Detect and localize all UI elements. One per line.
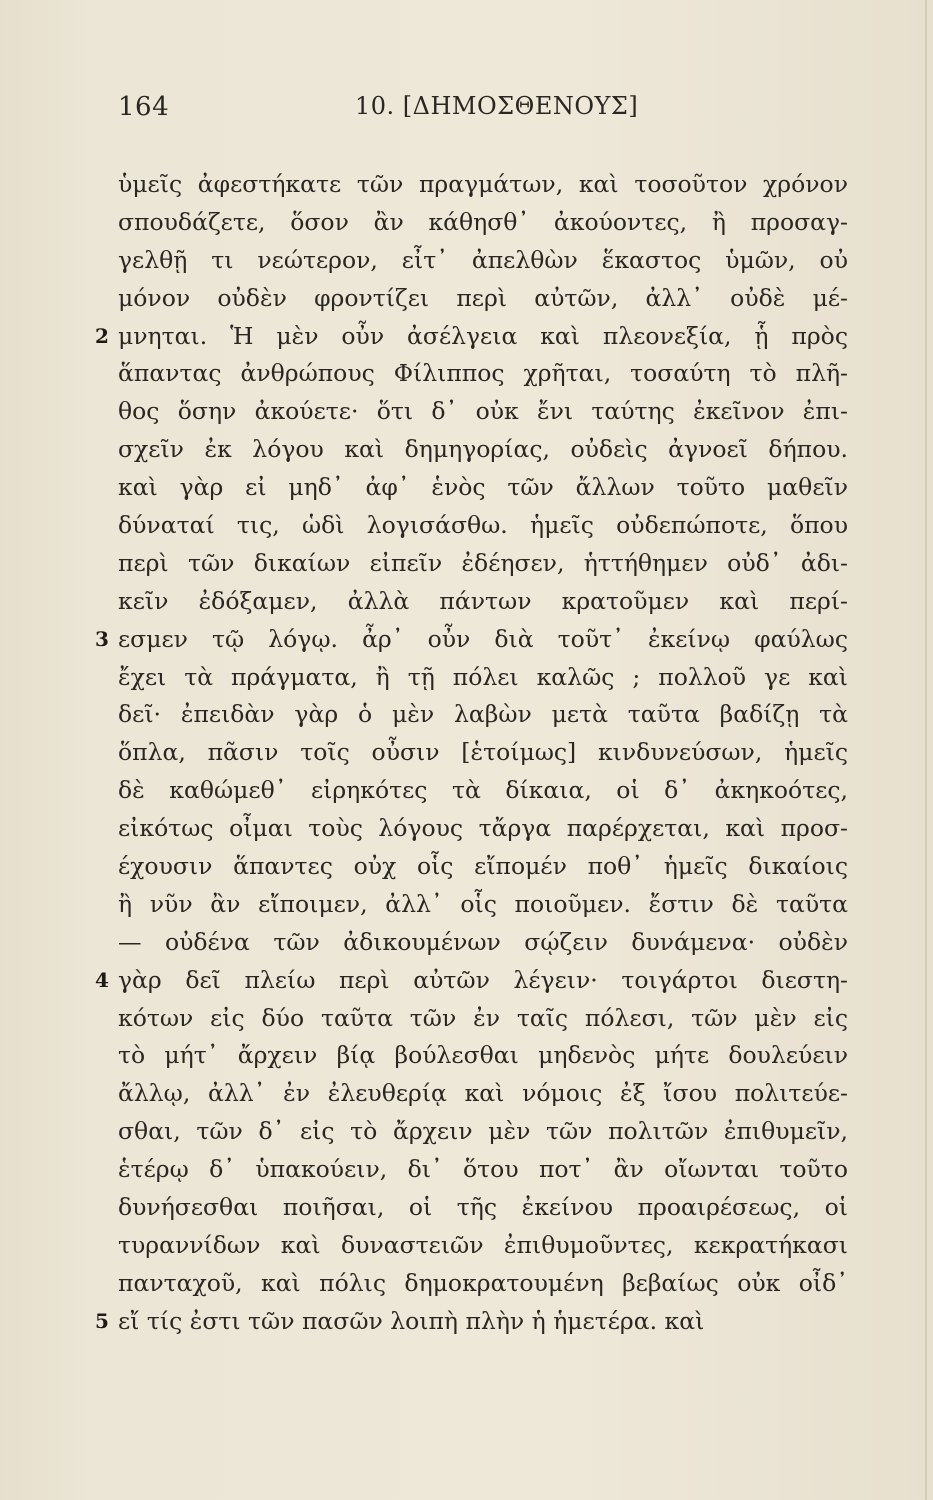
text-line [0, 469, 933, 507]
text-line [0, 659, 933, 697]
text-line [0, 393, 933, 431]
text-line [0, 166, 933, 204]
line-text: περὶ τῶν δικαίων εἰπεῖν ἐδέησεν, ἡττήθημεν οὐδ᾽ ἀδι- [118, 548, 848, 577]
text-line [0, 810, 933, 848]
text-line [0, 355, 933, 393]
body-text [0, 166, 933, 1341]
line-text: ὅπλα, πᾶσιν τοῖς οὖσιν [ἑτοίμως] κινδυνεύσων, ἡμεῖς [118, 738, 848, 767]
text-line [0, 545, 933, 583]
line-text: δυνήσεσθαι ποιῆσαι, οἱ τῆς ἐκείνου προαιρέσεως, οἱ [118, 1193, 848, 1222]
line-text: ἄλλῳ, ἀλλ᾽ ἐν ἐλευθερίᾳ καὶ νόμοις ἐξ ἴσου πολιτεύε- [118, 1079, 848, 1108]
line-text: εἴ τίς ἐστι τῶν πασῶν λοιπὴ πλὴν ἡ ἡμετέρα. καὶ [118, 1306, 705, 1335]
line-text: δὲ καθώμεθ᾽ εἰρηκότες τὰ δίκαια, οἱ δ᾽ ἀκηκοότες, [118, 776, 848, 805]
line-text: μόνον οὐδὲν φροντίζει περὶ αὐτῶν, ἀλλ᾽ οὐδὲ μέ- [118, 283, 848, 312]
line-text: καὶ γὰρ εἰ μηδ᾽ ἀφ᾽ ἑνὸς τῶν ἄλλων τοῦτο μαθεῖν [118, 473, 848, 502]
text-line [0, 734, 933, 772]
running-title: 10. [ΔΗΜΟΣΘΕΝΟΥΣ] [355, 92, 639, 120]
text-line [0, 772, 933, 810]
line-text: γελθῇ τι νεώτερον, εἶτ᾽ ἀπελθὼν ἕκαστος ὑμῶν, οὐ [118, 245, 848, 274]
text-line [0, 1037, 933, 1075]
line-text: ἅπαντας ἀνθρώπους Φίλιππος χρῆται, τοσαύτη τὸ πλῆ- [118, 359, 848, 388]
line-text: ἔχει τὰ πράγματα, ἢ τῇ πόλει καλῶς ; πολλοῦ γε καὶ [118, 662, 848, 691]
section-marker: 4 [95, 967, 109, 992]
line-text: σθαι, τῶν δ᾽ εἰς τὸ ἄρχειν μὲν τῶν πολιτῶν ἐπιθυμεῖν, [118, 1117, 848, 1146]
section-marker: 2 [95, 323, 109, 348]
text-line [0, 886, 933, 924]
text-line [0, 1151, 933, 1189]
page-number: 164 [118, 92, 170, 122]
text-line [0, 431, 933, 469]
line-text: — οὐδένα τῶν ἀδικουμένων σῴζειν δυνάμενα· οὐδὲν [118, 927, 848, 956]
line-text: γὰρ δεῖ πλείω περὶ αὐτῶν λέγειν· τοιγάρτοι διεστη- [118, 965, 848, 994]
line-text: σχεῖν ἐκ λόγου καὶ δημηγορίας, οὐδεὶς ἀγνοεῖ δήπου. [118, 435, 848, 464]
text-line [0, 1189, 933, 1227]
text-line [0, 318, 933, 356]
line-text: θος ὅσην ἀκούετε· ὅτι δ᾽ οὐκ ἔνι ταύτης ἐκεῖνον ἐπι- [118, 397, 848, 426]
line-text: ὑμεῖς ἀφεστήκατε τῶν πραγμάτων, καὶ τοσοῦτον χρόνον [118, 170, 848, 198]
line-text: έχουσιν ἅπαντες οὐχ οἷς εἴπομέν ποθ᾽ ἡμεῖς δικαίοις [118, 852, 848, 881]
text-line [0, 696, 933, 734]
text-line [0, 1227, 933, 1265]
line-text: δύναταί τις, ὡδὶ λογισάσθω. ἡμεῖς οὐδεπώποτε, ὅπου [118, 511, 848, 540]
text-line [0, 1265, 933, 1303]
line-text: σπουδάζετε, ὅσον ἂν κάθησθ᾽ ἀκούοντες, ἢ προσαγ- [118, 207, 848, 236]
page-header [0, 88, 933, 128]
line-text: κεῖν ἐδόξαμεν, ἀλλὰ πάντων κρατοῦμεν καὶ περί- [118, 586, 848, 615]
section-marker: 5 [95, 1308, 109, 1333]
line-text: εσμεν τῷ λόγῳ. ἆρ᾽ οὖν διὰ τοῦτ᾽ ἐκείνῳ φαύλως [118, 624, 848, 653]
text-line [0, 1303, 933, 1341]
text-line [0, 583, 933, 621]
line-text: εἰκότως οἶμαι τοὺς λόγους τἄργα παρέρχεται, καὶ προσ- [118, 814, 848, 843]
line-text: πανταχοῦ, καὶ πόλις δημοκρατουμένη βεβαίως οὐκ οἶδ᾽ [118, 1268, 848, 1297]
text-line [0, 621, 933, 659]
line-text: μνηται. Ἡ μὲν οὖν ἀσέλγεια καὶ πλεονεξία, ᾗ πρὸς [118, 321, 848, 350]
line-text: δεῖ· ἐπειδὰν γὰρ ὁ μὲν λαβὼν μετὰ ταῦτα βαδίζῃ τὰ [118, 700, 848, 729]
text-line [0, 280, 933, 318]
line-text: ἢ νῦν ἂν εἴποιμεν, ἀλλ᾽ οἷς ποιοῦμεν. ἔστιν δὲ ταῦτα [118, 889, 848, 918]
line-text: τὸ μήτ᾽ ἄρχειν βίᾳ βούλεσθαι μηδενὸς μήτε δουλεύειν [118, 1041, 848, 1070]
text-line [0, 924, 933, 962]
line-text: τυραννίδων καὶ δυναστειῶν ἐπιθυμοῦντες, κεκρατήκασι [118, 1230, 848, 1259]
line-text: κότων εἰς δύο ταῦτα τῶν ἐν ταῖς πόλεσι, τῶν μὲν εἰς [118, 1003, 848, 1032]
text-line [0, 1000, 933, 1038]
text-line [0, 204, 933, 242]
text-line [0, 1075, 933, 1113]
text-line [0, 242, 933, 280]
text-line [0, 962, 933, 1000]
line-text: ἑτέρῳ δ᾽ ὑπακούειν, δι᾽ ὅτου ποτ᾽ ἂν οἴωνται τοῦτο [118, 1155, 848, 1184]
section-marker: 3 [95, 626, 109, 651]
text-line [0, 848, 933, 886]
text-line [0, 507, 933, 545]
text-line [0, 1113, 933, 1151]
